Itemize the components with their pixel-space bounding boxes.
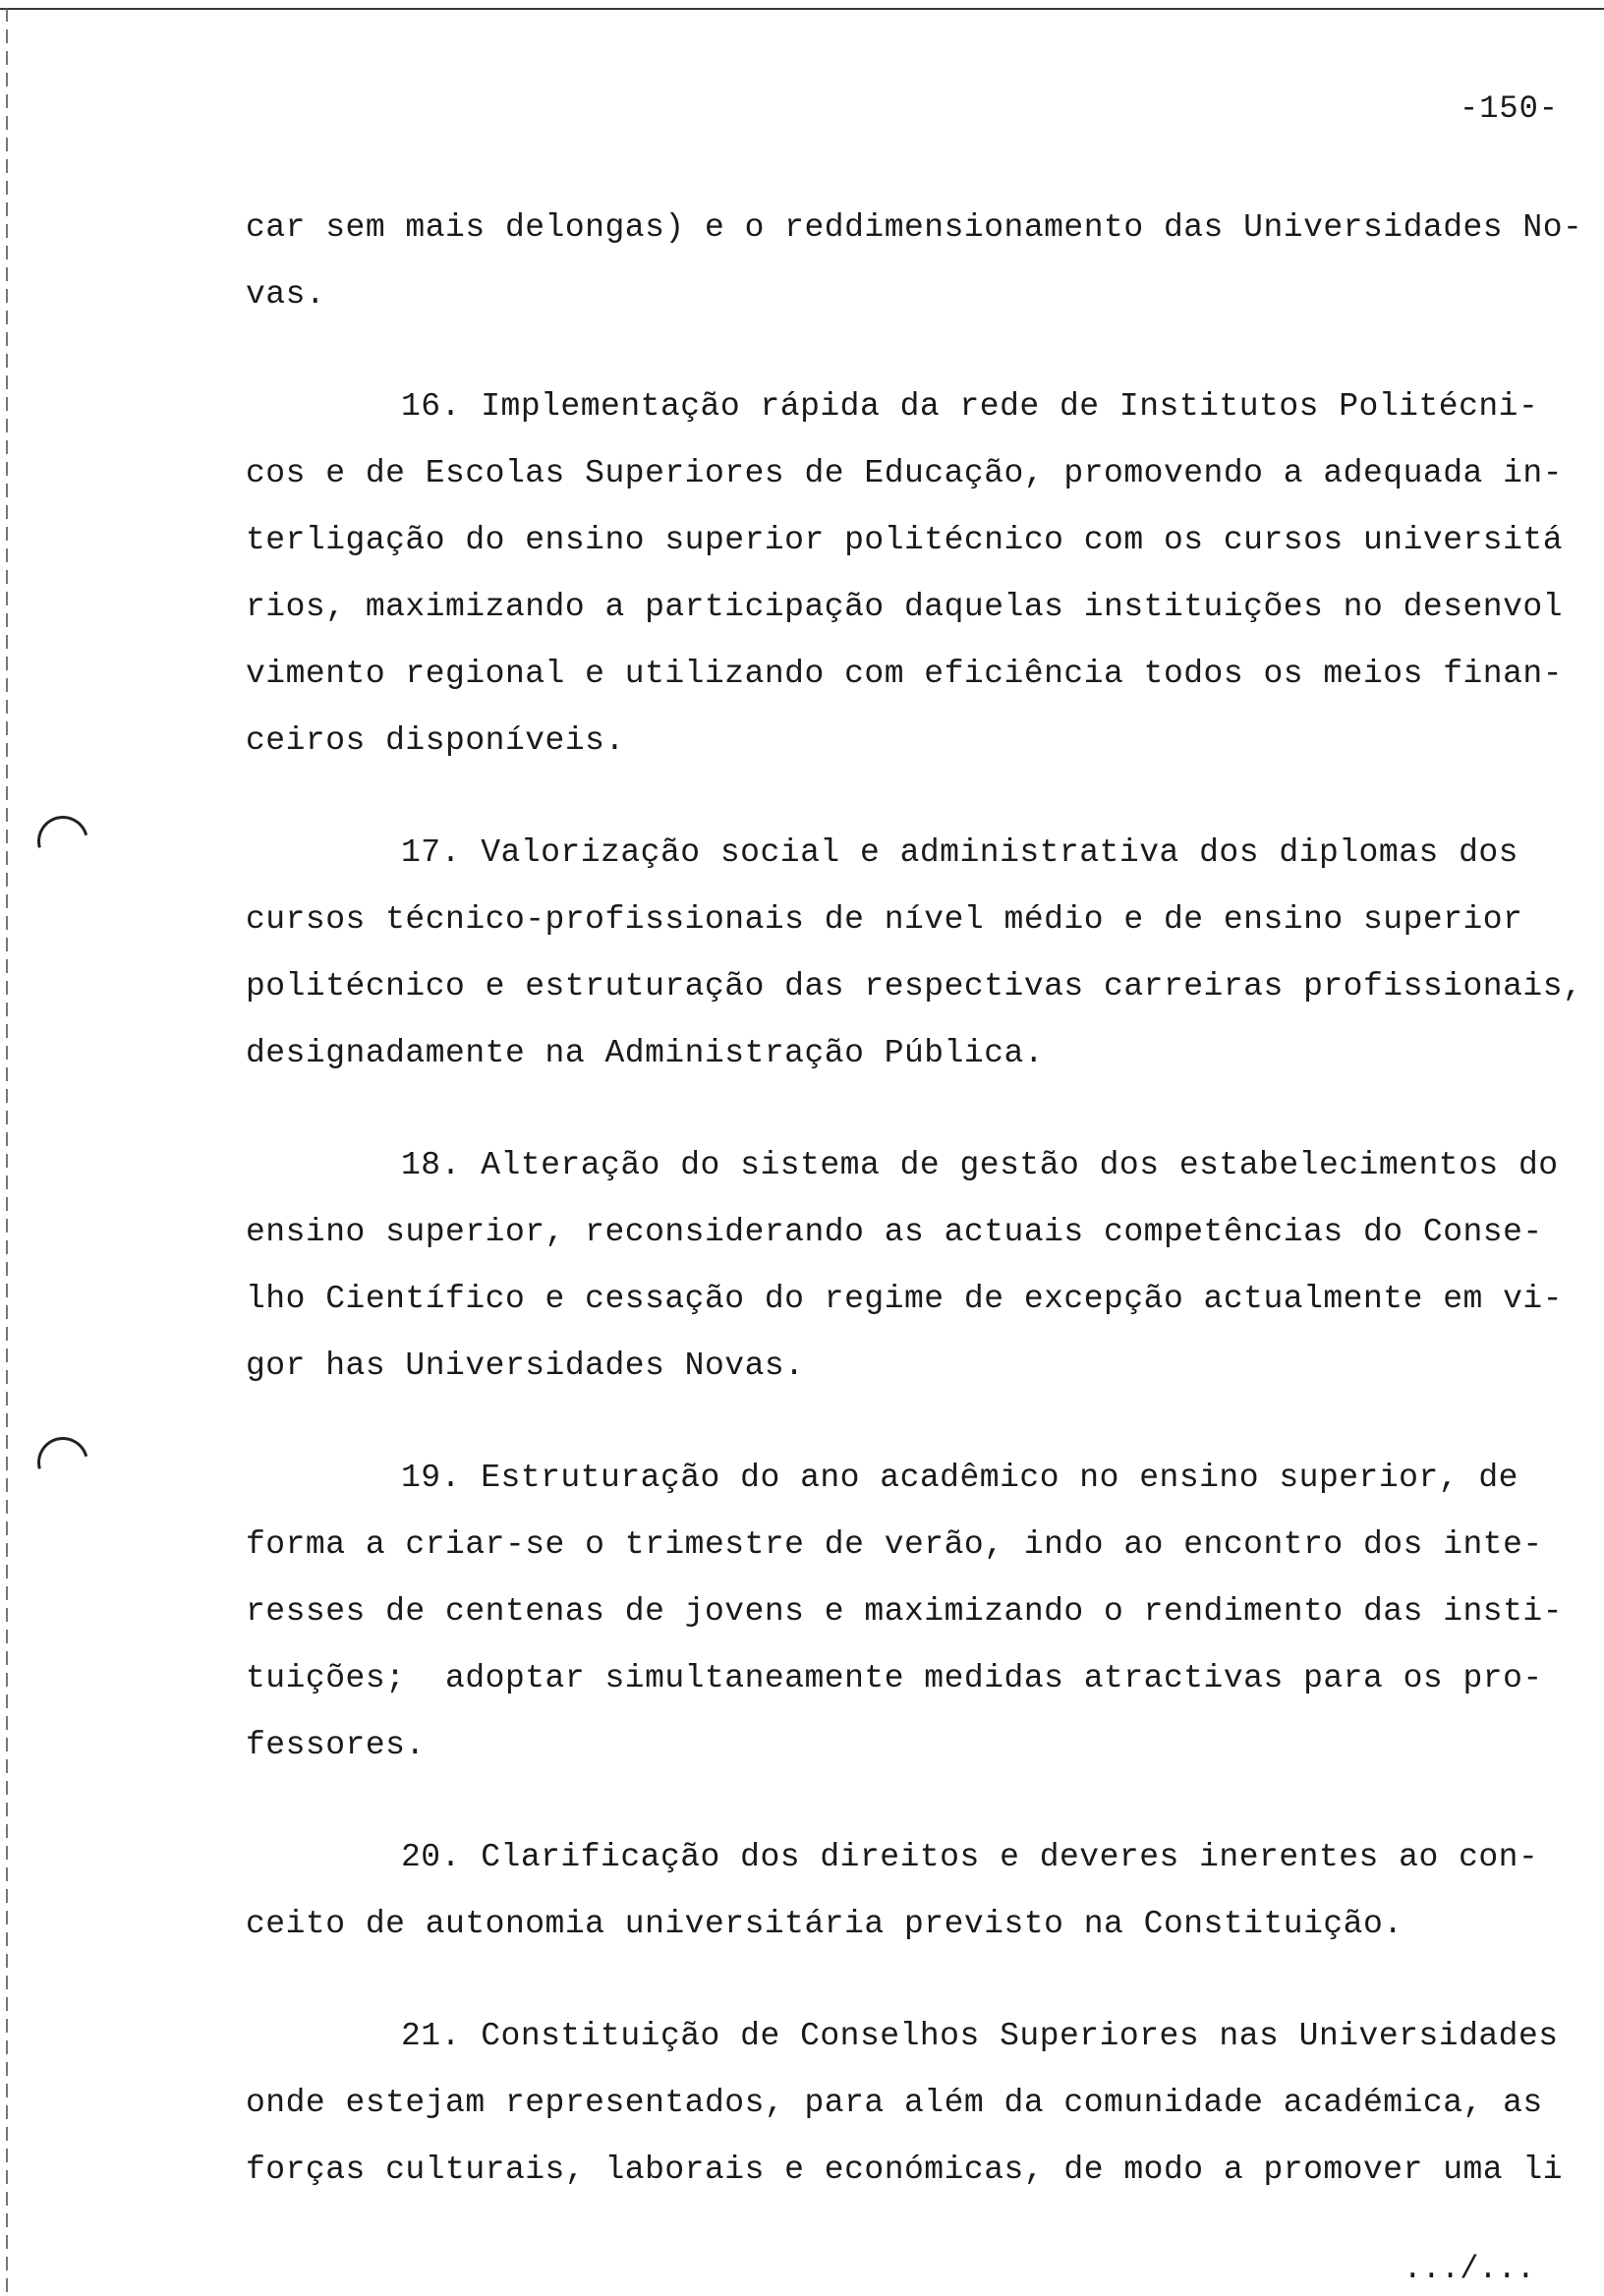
paragraph-20-heading-line: 20. Clarificação dos direitos e deveres inerentes ao con- — [401, 1839, 1539, 1875]
text-line: cursos técnico-profissionais de nível médio e de ensino superior — [246, 901, 1523, 938]
text-line: ceiros disponíveis. — [246, 722, 625, 759]
paragraph-16-heading-line: 16. Implementação rápida da rede de Institutos Politécni- — [401, 388, 1539, 425]
text-line: tuições; adoptar simultaneamente medidas atractivas para os pro- — [246, 1660, 1543, 1696]
paragraph-19-heading-line: 19. Estruturação do ano acadêmico no ensino superior, de — [401, 1460, 1518, 1496]
text-line: gor has Universidades Novas. — [246, 1348, 805, 1384]
text-line: politécnico e estruturação das respectivas carreiras profissionais, — [246, 968, 1583, 1004]
text-line: car sem mais delongas) e o reddimensionamento das Universidades No- — [246, 209, 1583, 246]
text-line: rios, maximizando a participação daquelas instituições no desenvol — [246, 589, 1564, 625]
text-line: lho Científico e cessação do regime de excepção actualmente em vi- — [246, 1281, 1564, 1317]
text-line: terligação do ensino superior politécnico com os cursos universitá — [246, 522, 1564, 558]
text-line: vas. — [246, 276, 326, 313]
paragraph-21-heading-line: 21. Constituição de Conselhos Superiores nas Universidades — [401, 2018, 1559, 2054]
punch-hole-mark — [28, 806, 97, 876]
page-left-edge — [6, 8, 8, 2296]
continuation-mark: .../... — [1403, 2251, 1535, 2287]
text-line: vimento regional e utilizando com eficiência todos os meios finan- — [246, 656, 1564, 692]
text-line: resses de centenas de jovens e maximizando o rendimento das insti- — [246, 1593, 1564, 1630]
paragraph-18-heading-line: 18. Alteração do sistema de gestão dos estabelecimentos do — [401, 1147, 1559, 1183]
text-line: forma a criar-se o trimestre de verão, indo ao encontro dos inte- — [246, 1526, 1543, 1563]
page-top-edge — [0, 8, 1604, 10]
text-line: cos e de Escolas Superiores de Educação, promovendo a adequada in- — [246, 455, 1564, 491]
text-line: ensino superior, reconsiderando as actuais competências do Conse- — [246, 1214, 1543, 1250]
text-line: designadamente na Administração Pública. — [246, 1035, 1045, 1071]
page-number: -150- — [1459, 90, 1559, 127]
paragraph-17-heading-line: 17. Valorização social e administrativa dos diplomas dos — [401, 834, 1518, 871]
text-line: fessores. — [246, 1727, 426, 1763]
text-line: ceito de autonomia universitária previsto na Constituição. — [246, 1906, 1404, 1942]
text-line: forças culturais, laborais e económicas, de modo a promover uma li — [246, 2152, 1564, 2188]
punch-hole-mark — [28, 1427, 97, 1497]
text-line: onde estejam representados, para além da comunidade académica, as — [246, 2085, 1543, 2121]
